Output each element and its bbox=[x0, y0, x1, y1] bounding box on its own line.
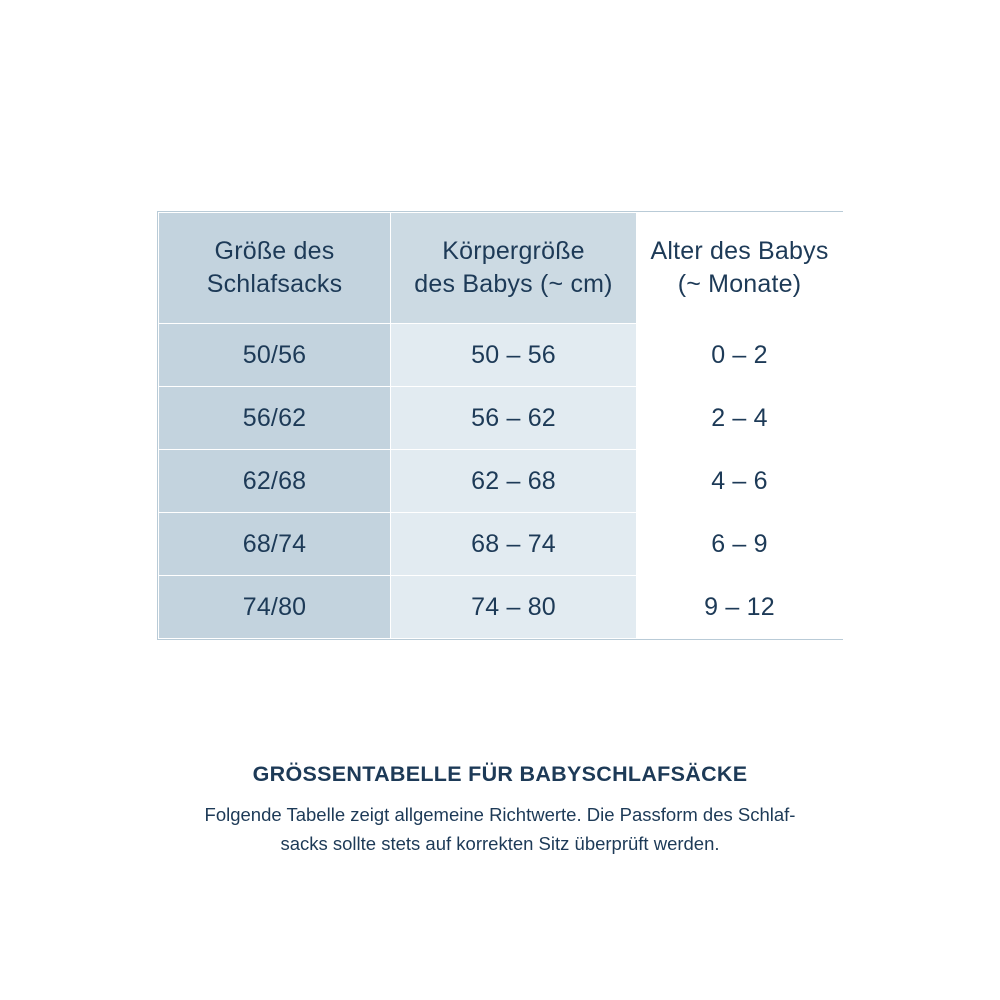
cell-height: 56 – 62 bbox=[391, 387, 637, 450]
cell-size: 68/74 bbox=[159, 513, 391, 576]
size-table-container bbox=[158, 212, 842, 639]
column-header-sleeping-bag-size bbox=[159, 213, 391, 324]
column-header-line-1: Alter des Babys bbox=[650, 237, 829, 265]
table-row bbox=[159, 450, 843, 513]
column-header-line-1: Körpergröße bbox=[442, 237, 585, 265]
table-row bbox=[159, 513, 843, 576]
column-header-baby-age bbox=[637, 213, 843, 324]
caption-block bbox=[160, 762, 840, 858]
cell-age: 4 – 6 bbox=[637, 450, 843, 513]
column-header-line-2: des Babys (~ cm) bbox=[414, 270, 613, 298]
caption-text: Folgende Tabelle zeigt allgemeine Richtwerte. Die Passform des Schlaf-sacks sollte stets auf korrekten Sitz überprüft werden. bbox=[204, 804, 796, 854]
column-header-body-height bbox=[391, 213, 637, 324]
table-header bbox=[159, 213, 843, 324]
cell-size: 56/62 bbox=[159, 387, 391, 450]
cell-age: 2 – 4 bbox=[637, 387, 843, 450]
column-header-line-2: Schlafsacks bbox=[206, 270, 343, 298]
cell-size: 74/80 bbox=[159, 576, 391, 639]
size-table bbox=[158, 212, 843, 639]
table-header-row bbox=[159, 213, 843, 324]
cell-size: 50/56 bbox=[159, 324, 391, 387]
table-row bbox=[159, 387, 843, 450]
cell-size: 62/68 bbox=[159, 450, 391, 513]
cell-height: 50 – 56 bbox=[391, 324, 637, 387]
cell-age: 0 – 2 bbox=[637, 324, 843, 387]
table-body bbox=[159, 324, 843, 639]
cell-age: 9 – 12 bbox=[637, 576, 843, 639]
caption-title: GRÖSSENTABELLE FÜR BABYSCHLAFSÄCKE bbox=[252, 762, 748, 786]
column-header-line-2: (~ Monate) bbox=[677, 270, 802, 298]
cell-age: 6 – 9 bbox=[637, 513, 843, 576]
table-row bbox=[159, 324, 843, 387]
cell-height: 62 – 68 bbox=[391, 450, 637, 513]
cell-height: 68 – 74 bbox=[391, 513, 637, 576]
cell-height: 74 – 80 bbox=[391, 576, 637, 639]
table-row bbox=[159, 576, 843, 639]
column-header-line-1: Größe des bbox=[214, 237, 335, 265]
